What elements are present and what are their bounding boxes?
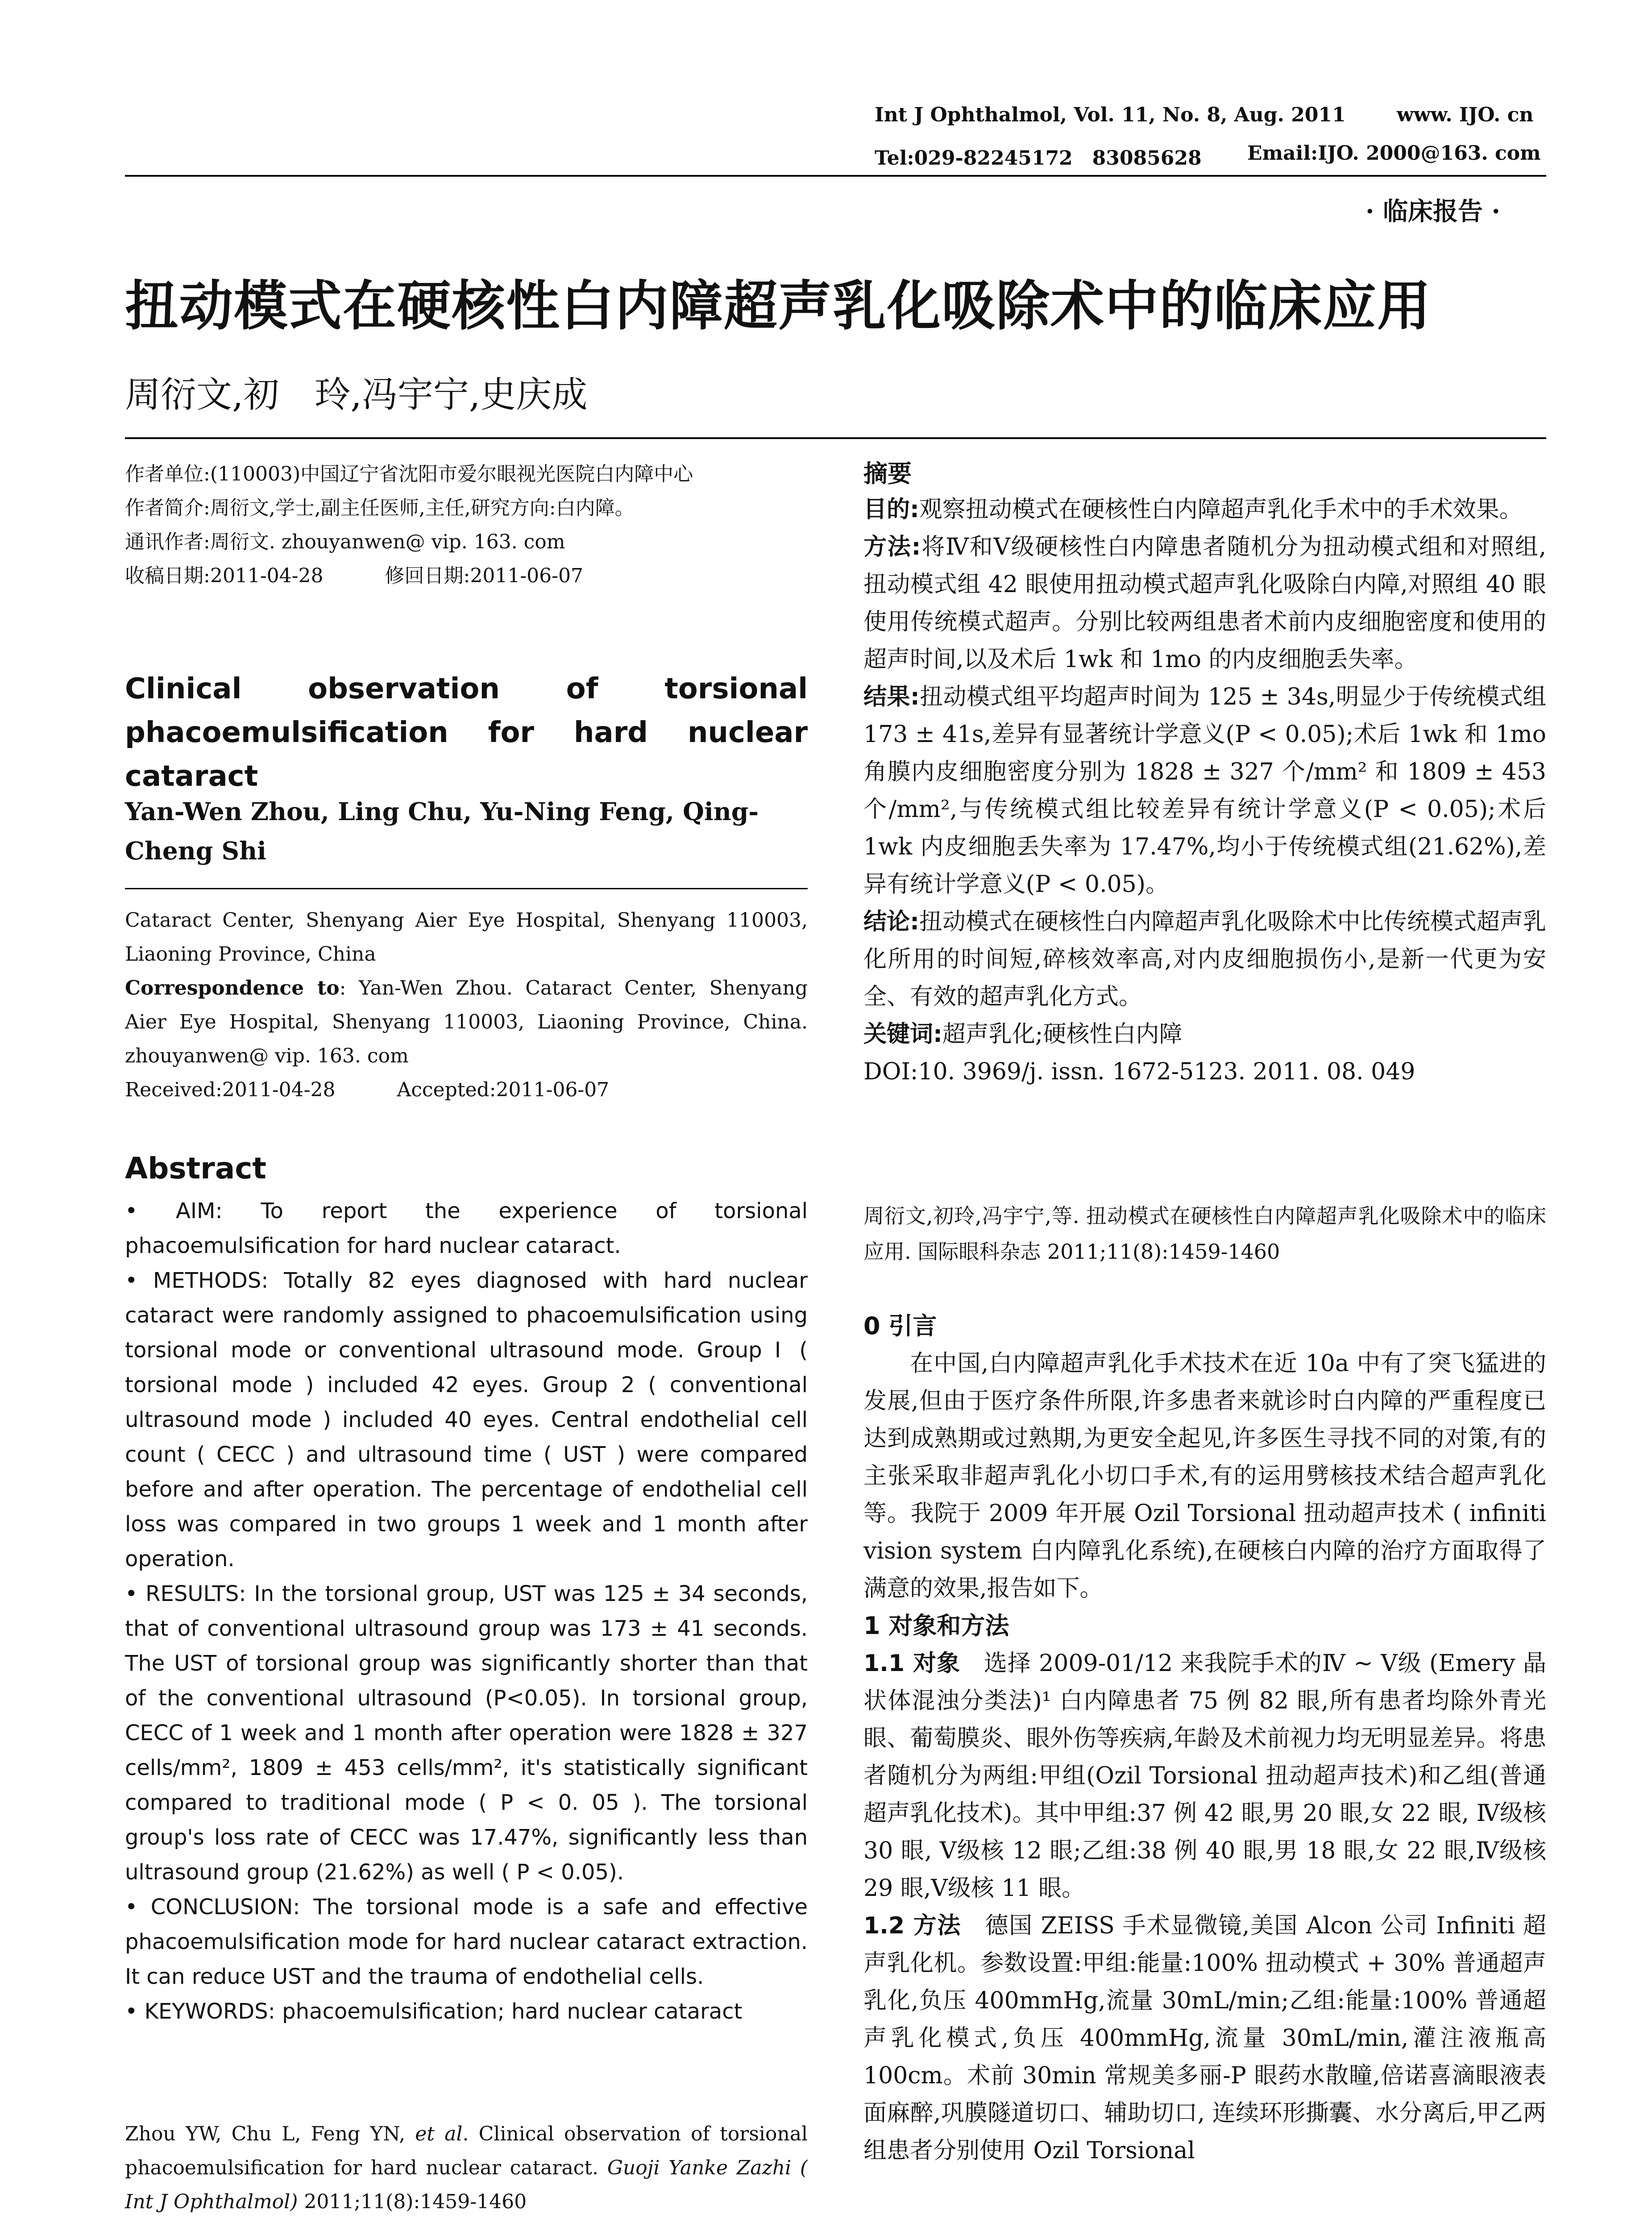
abstract-methods: • METHODS: Totally 82 eyes diagnosed with hard nuclear cataract were randomly assigned to phacoemulsification using torsional mode or conventional ultrasound mode. Group Ⅰ ( torsional mode ) included 42 eyes. Group 2 ( conventional ultrasound mode ) included 40 eyes. Central endothelial cell count ( CECC ) and ultrasound time ( UST ) were compared before and after operation. The percentage of endothelial cell loss was compared in two groups 1 week and 1 month after operation. [125, 1268, 808, 1572]
correspondence-label: Correspondence to [125, 977, 340, 999]
correspondence-en [125, 971, 808, 1073]
aim-label: 目的: [863, 496, 919, 523]
affiliation-en [125, 904, 808, 1107]
citation-cn: 周衍文,初玲,冯宇宁,等. 扭动模式在硬核性白内障超声乳化吸除术中的临床应用. 国际眼科杂志 2011;11(8):1459-1460 [863, 1204, 1546, 1264]
intro-paragraph: 在中国,白内障超声乳化手术技术在近 10a 中有了突飞猛进的发展,但由于医疗条件所限,许多患者来就诊时白内障的严重程度已达到成熟期或过熟期,为更安全起见,许多医生寻找不同的对策,有的主张采取非超声乳化小切口手术,有的运用劈核技术结合超声乳化等。我院于 2009 年开展 Ozil Torsional 扭动超声技术 ( infiniti vision system 白内障乳化系统),在硬核白内障的治疗方面取得了满意的效果,报告如下。 [863, 1350, 1546, 1602]
method-text: 德国 ZEISS 手术显微镜,美国 Alcon 公司 Infiniti 超声乳化机。参数设置:甲组:能量:100% 扭动模式 + 30% 普通超声乳化,负压 400mmHg,流量 30mL/min;乙组:能量:100% 普通超声乳化模式,负压 400mmHg,流量 30mL/min,灌注液瓶高 100cm。术前 30min 常规美多丽-P 眼药水散瞳,倍诺喜滴眼液表面麻醉,巩膜隧道切口、辅助切口, 连续环形撕囊、水分离后,甲乙两组患者分别使用 Ozil Torsional [863, 1912, 1546, 2164]
authors-en: Yan-Wen Zhou, Ling Chu, Yu-Ning Feng, Qing-Cheng Shi [125, 797, 759, 865]
affiliation-center: Cataract Center, Shenyang Aier Eye Hospital, Shenyang 110003, Liaoning Province, China [125, 909, 808, 966]
citation-journal: Guoji Yanke Zazhi ( Int J Ophthalmol) [125, 2156, 808, 2213]
keywords-label: 关键词: [863, 1021, 942, 1048]
correspondence-text: : Yan-Wen Zhou. Cataract Center, Shenyang Aier Eye Hospital, Shenyang 110003, Liaoning Province, China. zhouyanwen@ vip. 163. com [125, 977, 808, 1067]
subject-paragraph [863, 1645, 1546, 1907]
authors-cn: 周衍文,初 玲,冯宇宁,史庆成 [125, 374, 588, 415]
methods-heading: 1 对象和方法 [863, 1612, 1009, 1640]
abstract-heading: Abstract [125, 1151, 266, 1186]
citation-authors: Zhou YW, Chu L, Feng YN, [125, 2123, 415, 2145]
author-bio: 作者简介:周衍文,学士,副主任医师,主任,研究方向:白内障。 [125, 497, 635, 519]
journal-website: www. IJO. cn [1397, 104, 1534, 126]
abstract-cn-aim [863, 491, 1546, 528]
results-label: 结果: [863, 684, 920, 710]
conclusion-label: 结论: [863, 908, 919, 935]
citation-etal: et al [415, 2123, 463, 2145]
abstract-cn [863, 491, 1546, 1091]
method-paragraph [863, 1907, 1546, 2169]
journal-tel: Tel:029-82245172 83085628 [875, 147, 1202, 170]
journal-info: Int J Ophthalmol, Vol. 11, No. 8, Aug. 2011 [875, 104, 1346, 126]
citation-volume: 2011;11(8):1459-1460 [298, 2190, 527, 2213]
received-date-cn: 收稿日期:2011-04-28 [125, 564, 324, 587]
abstract-cn-methods [863, 528, 1546, 678]
abstract-cn-keywords [863, 1016, 1546, 1053]
author-correspondence-cn: 通讯作者:周衍文. zhouyanwen@ vip. 163. com [125, 531, 565, 553]
author-info-cn [125, 457, 808, 593]
aim-text: 观察扭动模式在硬核性白内障超声乳化手术中的手术效果。 [919, 496, 1523, 523]
subject-text: 选择 2009-01/12 来我院手术的Ⅳ ~ Ⅴ级 (Emery 晶状体混浊分类法)¹ 白内障患者 75 例 82 眼,所有患者均除外青光眼、葡萄膜炎、眼外伤等疾病,年龄及术前视力均无明显差异。将患者随机分为两组:甲组(Ozil Torsional 扭动超声技术)和乙组(普通超声乳化技术)。其中甲组:37 例 42 眼,男 20 眼,女 22 眼, Ⅳ级核 30 眼, Ⅴ级核 12 眼;乙组:38 例 40 眼,男 18 眼,女 22 眼,Ⅳ级核 29 眼,Ⅴ级核 11 眼。 [863, 1650, 1546, 1902]
results-text: 扭动模式组平均超声时间为 125 ± 34s,明显少于传统模式组 173 ± 41s,差异有显著统计学意义(P < 0.05);术后 1wk 和 1mo 角膜内皮细胞密度分别为 1828 ± 327 个/mm² 和 1809 ± 453 个/mm²,与传统模式组比较差异有统计学意义(P < 0.05);术后 1wk 内皮细胞丢失率为 17.47%,均小于传统模式组(21.62%),差异有统计学意义(P < 0.05)。 [863, 684, 1546, 898]
abstract-en [125, 1194, 808, 2029]
abstract-results: • RESULTS: In the torsional group, UST was 125 ± 34 seconds, that of conventional ultrasound group was 173 ± 41 seconds. The UST of torsional group was significantly shorter than that of the conventional ultrasound (P<0.05). In torsional group, CECC of 1 week and 1 month after operation were 1828 ± 327 cells/mm², 1809 ± 453 cells/mm², it's statistically significant compared to traditional mode ( P < 0. 05 ). The torsional group's loss rate of CECC was 17.47%, significantly less than ultrasound group (21.62%) as well ( P < 0.05). [125, 1581, 808, 1885]
title-rule [125, 437, 1546, 439]
body-text [863, 1307, 1546, 2169]
abstract-aim: • AIM: To report the experience of torsional phacoemulsification for hard nuclear cataract. [125, 1198, 808, 1258]
abstract-cn-heading: 摘要 [863, 460, 912, 488]
methods-text: 将Ⅳ和Ⅴ级硬核性白内障患者随机分为扭动模式组和对照组,扭动模式组 42 眼使用扭动模式超声乳化吸除白内障,对照组 40 眼使用传统模式超声。分别比较两组患者术前内皮细胞密度和使用的超声时间,以及术后 1wk 和 1mo 的内皮细胞丢失率。 [863, 534, 1546, 673]
abstract-conclusion: • CONCLUSION: The torsional mode is a safe and effective phacoemulsification mode for hard nuclear cataract extraction. It can reduce UST and the trauma of endothelial cells. [125, 1895, 808, 1989]
accepted-date-en: Accepted:2011-06-07 [397, 1078, 610, 1101]
dates-en [125, 1073, 808, 1107]
header-rule [125, 175, 1546, 177]
doi: DOI:10. 3969/j. issn. 1672-5123. 2011. 08. 049 [863, 1058, 1415, 1085]
page-title: 扭动模式在硬核性白内障超声乳化吸除术中的临床应用 [125, 275, 1432, 337]
methods-label: 方法: [863, 534, 921, 560]
method-label: 1.2 方法 [863, 1912, 961, 1939]
abstract-cn-results [863, 678, 1546, 903]
citation-en [125, 2117, 808, 2219]
abstract-cn-conclusion [863, 903, 1546, 1016]
journal-email: Email:IJO. 2000@163. com [1247, 142, 1541, 165]
author-unit: 作者单位:(110003)中国辽宁省沈阳市爱尔眼视光医院白内障中心 [125, 463, 693, 485]
abstract-keywords: • KEYWORDS: phacoemulsification; hard nuclear cataract [125, 1999, 743, 2024]
received-date-en: Received:2011-04-28 [125, 1078, 336, 1101]
citation-title: . Clinical observation of torsional phacoemulsification for hard nuclear cataract. [125, 2123, 808, 2179]
affiliation-rule [125, 888, 808, 889]
keywords-text: 超声乳化;硬核性白内障 [942, 1021, 1183, 1048]
section-tag: · 临床报告 · [1366, 197, 1500, 226]
revised-date-cn: 修回日期:2011-06-07 [385, 564, 584, 587]
conclusion-text: 扭动模式在硬核性白内障超声乳化吸除术中比传统模式超声乳化所用的时间短,碎核效率高,对内皮细胞损伤小,是新一代更为安全、有效的超声乳化方式。 [863, 908, 1546, 1010]
subject-label: 1.1 对象 [863, 1650, 960, 1677]
title-en: Clinical observation of torsional phacoemulsification for hard nuclear cataract [125, 672, 808, 793]
intro-heading: 0 引言 [863, 1312, 937, 1340]
dates-cn [125, 559, 808, 593]
